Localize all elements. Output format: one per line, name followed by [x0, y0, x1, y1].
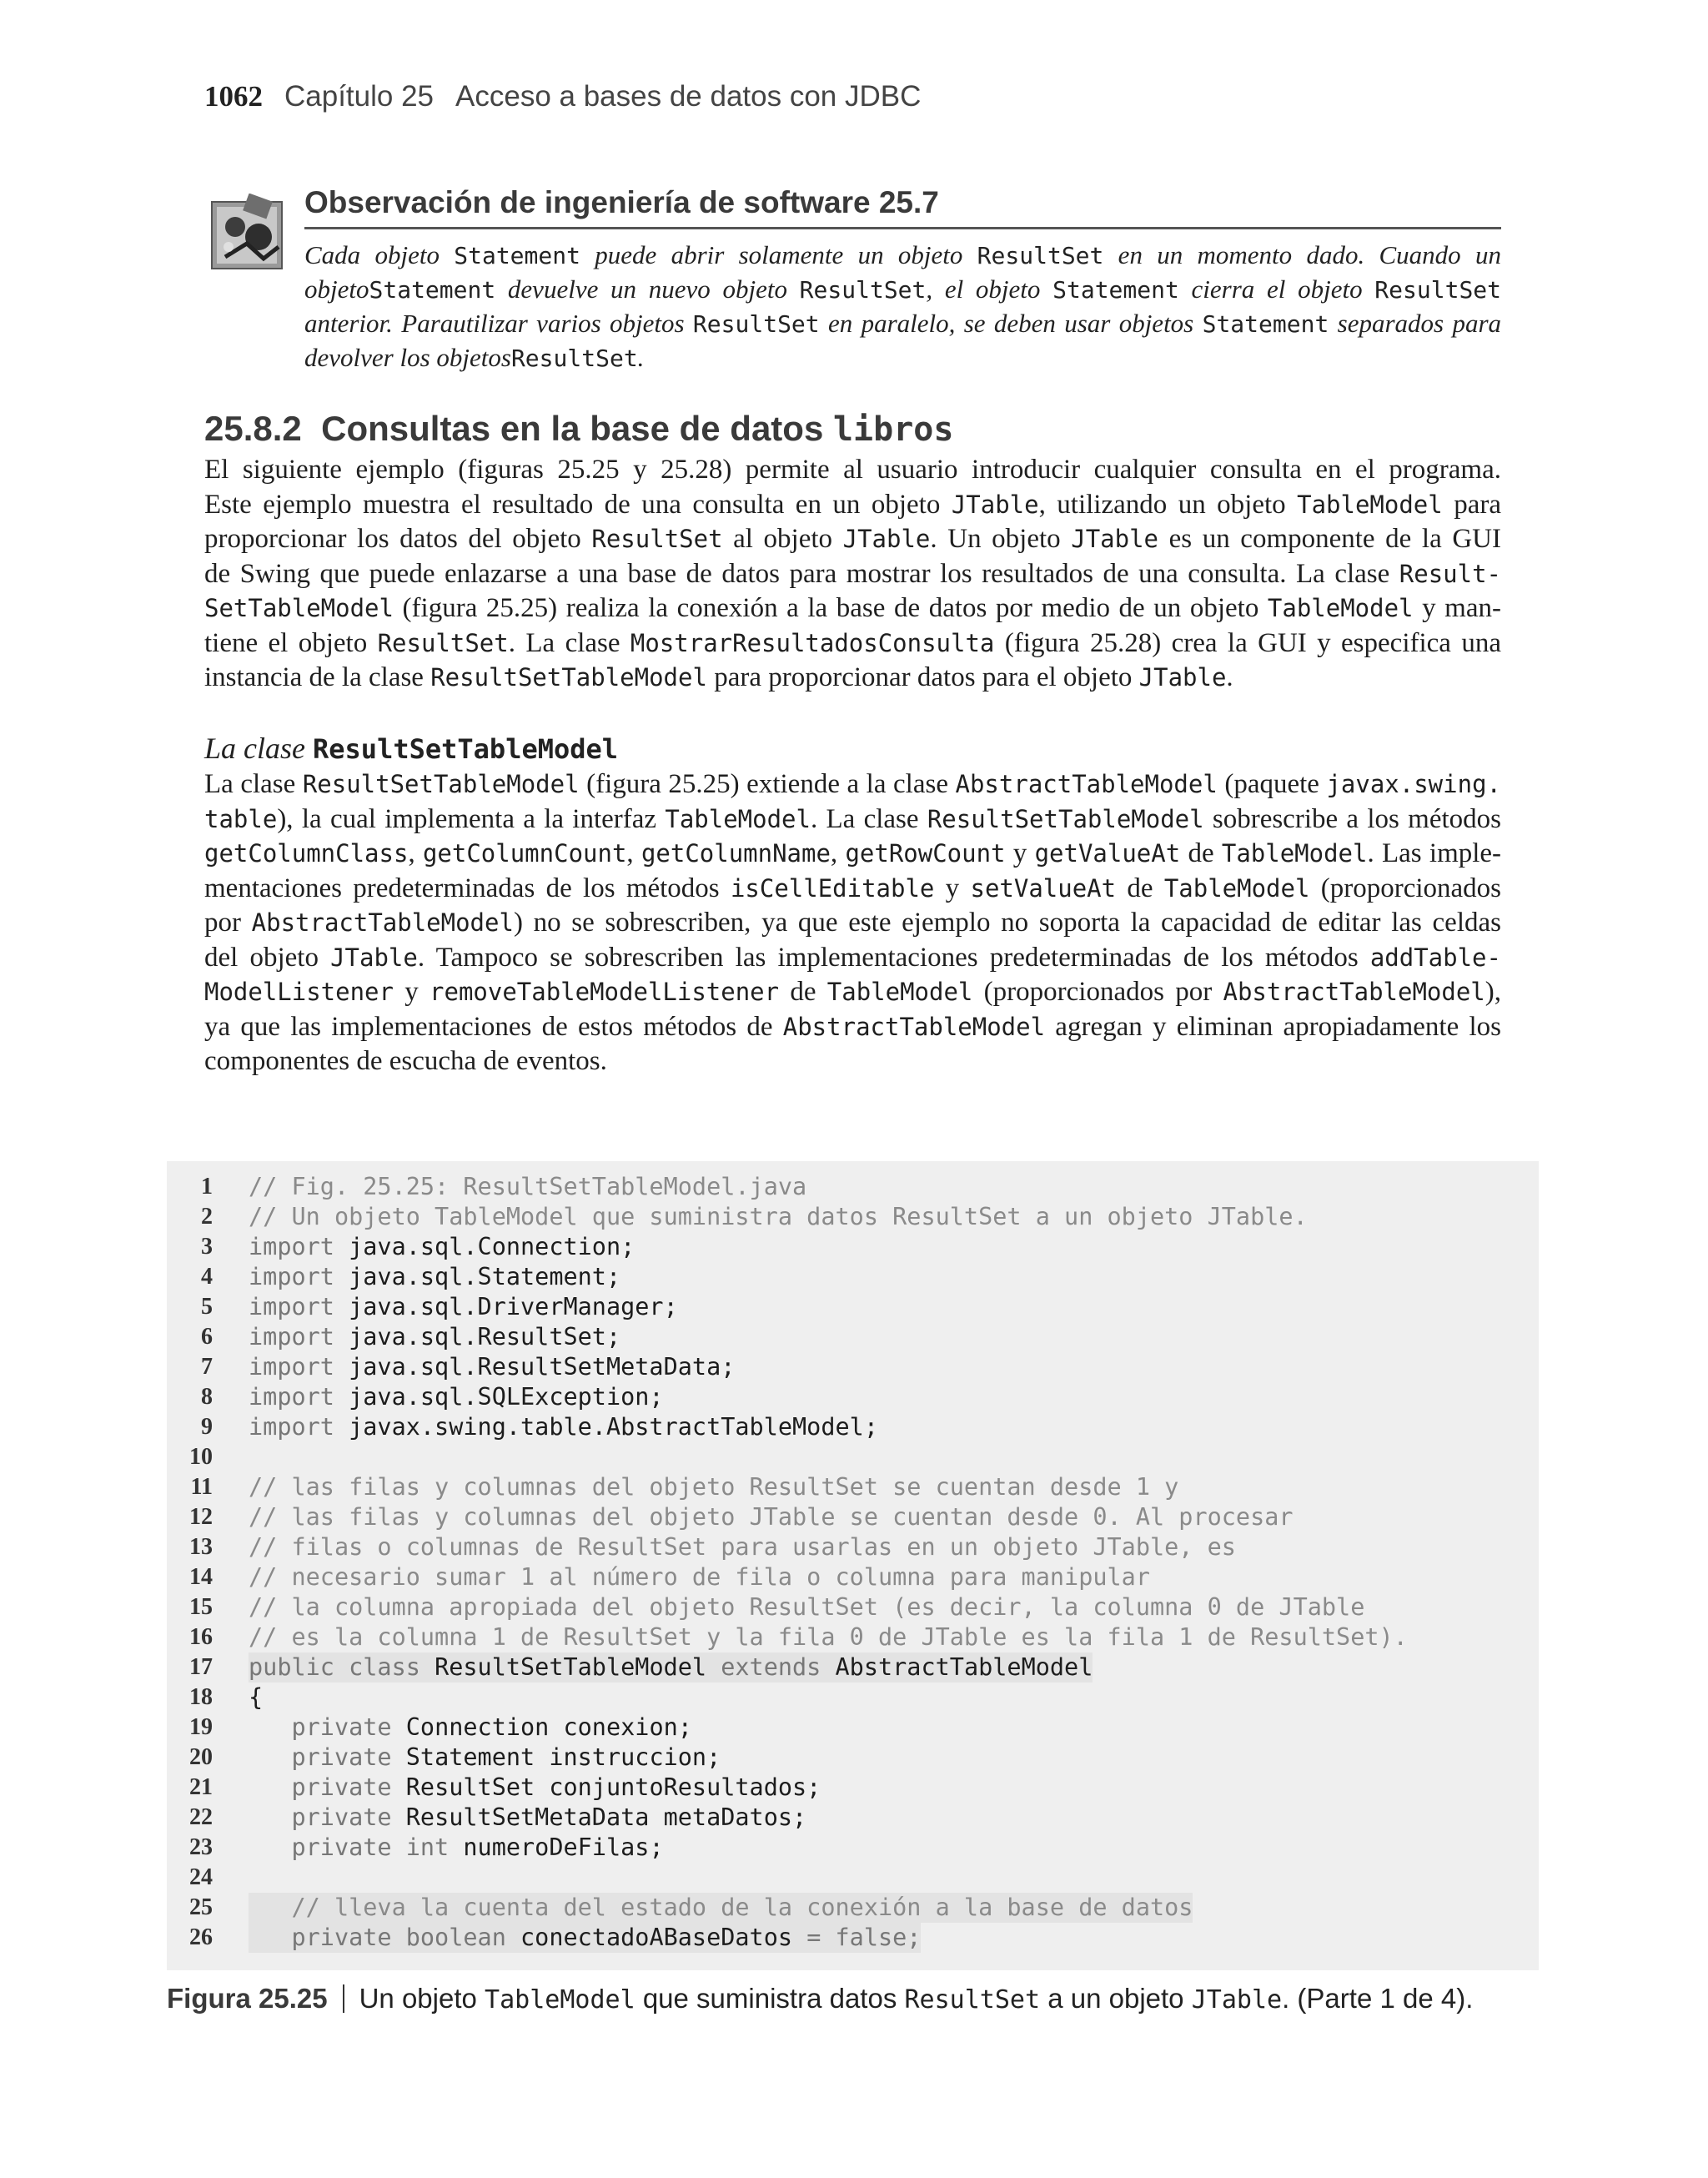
text-line [204, 522, 1501, 557]
code-line [167, 1683, 1539, 1713]
line-number: 20 [189, 1744, 213, 1770]
code-identifier: ResultSetTableModel [435, 1653, 721, 1681]
text-line [204, 488, 1501, 523]
text-line-text: y [1005, 838, 1035, 868]
text-line-text: es un componente de la GUI [1158, 524, 1501, 554]
text-line-text: al objeto [722, 524, 843, 554]
code-keyword: private [249, 1713, 406, 1741]
text-line-code: JTable [842, 525, 931, 553]
text-line [204, 906, 1501, 941]
code-text [249, 1322, 620, 1352]
code-text [249, 1743, 721, 1773]
caption-code: ResultSet [904, 1985, 1041, 2015]
text-line-text: ya que las implementaciones de estos métodos de [204, 1011, 783, 1042]
code-line [167, 1442, 1539, 1472]
line-number: 7 [201, 1354, 213, 1380]
text-line-code: Result- [1399, 559, 1501, 588]
text-line-text: . Un objeto [930, 524, 1072, 554]
code-text [249, 1803, 806, 1833]
code-line [167, 1743, 1539, 1773]
text-line-text: del objeto [204, 942, 331, 973]
code-line [167, 1803, 1539, 1833]
caption-code: TableModel [485, 1985, 635, 2015]
line-number: 15 [189, 1594, 213, 1620]
code-text [249, 1683, 263, 1713]
text-line-text: , utilizando un objeto [1038, 489, 1298, 520]
code-identifier: conectadoABaseDatos [520, 1924, 807, 1951]
code-text [249, 1562, 1150, 1592]
code-line [167, 1292, 1539, 1322]
code-text [249, 1292, 678, 1322]
code-text [249, 1622, 1408, 1652]
text-line-code: getColumnCount [422, 839, 627, 868]
page-number: 1062 [204, 80, 263, 113]
line-number: 25 [189, 1894, 213, 1920]
code-identifier: java.sql.SQLException; [349, 1383, 664, 1411]
text-line-text: (figura 25.25) realiza la conexión a la base de datos por medio de un objeto [393, 593, 1268, 623]
subheading [204, 731, 618, 766]
code-keyword: = false; [806, 1924, 922, 1951]
subheading-code: ResultSetTableModel [313, 733, 619, 765]
text-line-text: (figura 25.25) extiende a la clase [579, 769, 956, 799]
text-line [304, 309, 1501, 372]
figure-caption [167, 1983, 1473, 2015]
code-keyword: private int [249, 1833, 464, 1861]
caption-text [359, 1983, 1474, 2014]
text-line-code: javax.swing. [1326, 770, 1501, 798]
code-identifier: java.sql.ResultSetMetaData; [349, 1353, 736, 1381]
paragraph-intro [204, 453, 1501, 696]
code-text [249, 1652, 1093, 1683]
text-line-code: getColumnName [640, 839, 831, 868]
code-line [167, 1652, 1539, 1683]
line-number: 12 [189, 1504, 213, 1530]
code-line [167, 1262, 1539, 1292]
code-line [167, 1863, 1539, 1893]
text-line-code: TableModel [1267, 594, 1414, 622]
text-line-code: isCellEditable [730, 873, 935, 903]
caption-separator [343, 1984, 344, 2013]
caption-code: JTable [1191, 1985, 1283, 2015]
text-line-code: AbstractTableModel [782, 1012, 1046, 1041]
code-comment: // las filas y columnas del objeto ResultSet se cuentan desde 1 y [249, 1473, 1179, 1501]
code-identifier: Statement instruccion; [405, 1743, 721, 1771]
code-text [249, 1232, 635, 1262]
text-line-code: SetTableModel [204, 594, 394, 622]
text-line-code: addTable- [1369, 943, 1501, 972]
text-line-code: AbstractTableModel [251, 908, 514, 937]
text-line-text: (proporcionados [1309, 873, 1502, 903]
code-identifier: java.sql.DriverManager; [349, 1293, 678, 1320]
code-identifier: Connection conexion; [405, 1713, 692, 1741]
text-line-text: proporcionar los datos del objeto [204, 524, 592, 554]
code-keyword: private [249, 1773, 406, 1801]
code-identifier: java.sql.ResultSet; [349, 1323, 621, 1351]
text-line-text: La clase [204, 769, 303, 799]
caption-text: Un objeto [359, 1983, 485, 2014]
code-keyword: import [249, 1233, 349, 1260]
code-text [249, 1923, 921, 1953]
code-keyword: import [249, 1323, 349, 1351]
code-line [167, 1893, 1539, 1923]
code-text [249, 1172, 806, 1202]
code-text [249, 1382, 664, 1412]
text-line-text: instancia de la clase [204, 662, 431, 692]
text-line-text: Cada objeto [304, 240, 455, 269]
text-line-text: agregan y eliminan apropiadamente los [1045, 1011, 1501, 1042]
code-line [167, 1172, 1539, 1202]
code-text [249, 1412, 878, 1442]
text-line-text: , [830, 838, 846, 868]
running-header [204, 80, 921, 113]
paragraph-class-description [204, 767, 1501, 1079]
code-identifier: ResultSet conjuntoResultados; [405, 1773, 821, 1801]
text-line [204, 557, 1501, 592]
text-line-code: ResultSet [377, 628, 509, 657]
text-line-code: TableModel [665, 804, 811, 833]
observation-text [304, 239, 1501, 375]
code-keyword: extends [721, 1653, 836, 1681]
code-identifier: AbstractTableModel [835, 1653, 1093, 1681]
text-line-text: separados para devolver los objetos [304, 309, 1502, 372]
code-line [167, 1502, 1539, 1532]
section-number: 25.8.2 [204, 409, 302, 448]
text-line-code: AbstractTableModel [955, 770, 1218, 798]
line-number: 21 [189, 1774, 213, 1800]
line-number: 16 [189, 1624, 213, 1650]
text-line [204, 453, 1501, 488]
line-number: 18 [189, 1684, 213, 1710]
text-line-text: puede abrir solamente un objeto [580, 240, 977, 269]
line-number: 23 [189, 1834, 213, 1860]
text-line [204, 837, 1501, 872]
text-line-text: de [1116, 873, 1164, 903]
text-line-code: MostrarResultadosConsulta [630, 628, 995, 657]
text-line-code: Statement [369, 276, 496, 304]
line-number: 2 [201, 1204, 213, 1230]
text-line-code: Statement [454, 242, 580, 269]
text-line-text: , [408, 838, 423, 868]
text-line-text: , [626, 838, 641, 868]
line-number: 17 [189, 1654, 213, 1680]
line-number: 11 [190, 1474, 213, 1500]
code-keyword: private boolean [249, 1924, 521, 1951]
code-line [167, 1592, 1539, 1622]
text-line-text: anterior. Para [304, 309, 454, 338]
text-line-text: y man- [1413, 593, 1501, 623]
text-line-text: El siguiente ejemplo (figuras 25.25 y 25.28) permite al usuario introducir cualquier consulta en el programa. [204, 455, 1501, 485]
code-comment: // la columna apropiada del objeto ResultSet (es decir, la columna 0 de JTable [249, 1593, 1365, 1621]
line-number: 9 [201, 1414, 213, 1440]
code-identifier: numeroDeFilas; [463, 1833, 664, 1861]
text-line-text: en un momento dado. Cuando un objeto [304, 240, 1501, 304]
code-comment: // Un objeto TableModel que suministra datos ResultSet a un objeto JTable. [249, 1203, 1308, 1230]
line-number: 4 [201, 1264, 213, 1290]
line-number: 3 [201, 1234, 213, 1260]
code-comment: // es la columna 1 de ResultSet y la fila 0 de JTable es la fila 1 de ResultSet). [249, 1623, 1408, 1651]
line-number: 1 [201, 1174, 213, 1200]
code-text [249, 1502, 1294, 1532]
text-line-text: ), [1484, 977, 1502, 1007]
code-keyword: private [249, 1803, 406, 1831]
code-text [249, 1202, 1308, 1232]
text-line-text: componentes de escucha de eventos. [204, 1046, 607, 1076]
text-line [204, 626, 1501, 661]
line-number: 13 [189, 1534, 213, 1560]
text-line-text: ), la cual implementa a la interfaz [277, 803, 666, 834]
code-keyword: import [249, 1293, 349, 1320]
text-line-text: . [637, 343, 645, 372]
text-line-code: JTable [951, 490, 1039, 519]
code-line [167, 1923, 1539, 1953]
code-keyword: import [249, 1353, 349, 1381]
text-line-text: sobrescribe a los métodos [1203, 803, 1501, 834]
code-line [167, 1622, 1539, 1652]
code-line [167, 1382, 1539, 1412]
code-text [249, 1893, 1193, 1923]
text-line-code: TableModel [1221, 839, 1368, 868]
text-line-code: JTable [1138, 663, 1227, 692]
text-line [204, 872, 1501, 907]
caption-text: . (Parte 1 de 4). [1282, 1983, 1474, 2014]
text-line-code: JTable [330, 943, 418, 972]
code-identifier: java.sql.Connection; [349, 1233, 635, 1260]
text-line-code: getRowCount [845, 839, 1006, 868]
code-comment: // las filas y columnas del objeto JTable se cuentan desde 0. Al procesar [249, 1503, 1294, 1531]
code-comment: // lleva la cuenta del estado de la conexión a la base de datos [249, 1894, 1193, 1921]
text-line [204, 1010, 1501, 1045]
text-line [511, 343, 644, 372]
text-line-code: ResultSet [692, 310, 820, 338]
code-text [249, 1352, 735, 1382]
text-line [204, 941, 1501, 976]
text-line-text: devuelve un nuevo objeto [495, 274, 800, 304]
chapter-label: Capítulo 25 [284, 80, 435, 113]
text-line-text: . La clase [508, 627, 630, 658]
code-line [167, 1472, 1539, 1502]
text-line-text: mentaciones predeterminadas de los métodos [204, 873, 731, 903]
code-line [167, 1352, 1539, 1382]
text-line-code: ResultSetTableModel [927, 804, 1204, 833]
text-line-text: de [1180, 838, 1222, 868]
line-number: 26 [189, 1924, 213, 1950]
text-line-code: removeTableModelListener [430, 978, 780, 1006]
text-line-code: TableModel [826, 978, 973, 1006]
text-line-text: ) no se sobrescriben, ya que este ejemplo no soporta la capacidad de editar las celdas [513, 908, 1501, 938]
text-line-text: . La clase [810, 803, 927, 834]
text-line-text: . [1226, 662, 1233, 692]
line-number: 5 [201, 1294, 213, 1320]
text-line-code: ResultSet [591, 525, 723, 553]
text-line-text: . Tampoco se sobrescriben las implementaciones predeterminadas de los métodos [417, 942, 1370, 973]
text-line-code: ResultSet [977, 242, 1104, 269]
code-text [249, 1592, 1364, 1622]
code-keyword: import [249, 1263, 349, 1290]
code-text [249, 1532, 1236, 1562]
line-number: 6 [201, 1324, 213, 1350]
subheading-text: La clase [204, 732, 313, 765]
text-line-text: Este ejemplo muestra el resultado de una consulta en un objeto [204, 489, 952, 520]
code-line [167, 1412, 1539, 1442]
text-line-text: y [934, 873, 971, 903]
code-comment: // filas o columnas de ResultSet para usarlas en un objeto JTable, es [249, 1533, 1236, 1561]
text-line-code: ResultSetTableModel [302, 770, 580, 798]
text-line-code: ResultSet [510, 345, 638, 372]
text-line [204, 1044, 1501, 1079]
software-engineering-icon [208, 194, 289, 274]
code-line [167, 1532, 1539, 1562]
text-line-code: TableModel [1297, 490, 1443, 519]
code-identifier: { [249, 1683, 264, 1711]
code-text [249, 1713, 692, 1743]
code-comment: // Fig. 25.25: ResultSetTableModel.java [249, 1173, 807, 1200]
line-number: 24 [189, 1864, 213, 1890]
text-line-text: en paralelo, se deben usar objetos [819, 309, 1203, 338]
text-line [204, 767, 1501, 802]
figure-label: Figura 25.25 [167, 1983, 328, 2014]
line-number: 19 [189, 1714, 213, 1740]
text-line [204, 591, 1501, 626]
text-line-text: para proporcionar datos para el objeto [706, 662, 1139, 692]
text-line-code: ResultSet [1374, 276, 1502, 304]
text-line-code: AbstractTableModel [1223, 978, 1485, 1006]
code-line [167, 1773, 1539, 1803]
caption-text: a un objeto [1040, 1983, 1192, 2014]
chapter-title: Acceso a bases de datos con JDBC [455, 80, 922, 113]
text-line-text: cierra el objeto [1178, 274, 1375, 304]
text-line-text: . Las imple- [1367, 838, 1502, 868]
text-line-code: Statement [1202, 310, 1329, 338]
text-line-code: ResultSet [799, 276, 927, 304]
text-line [204, 802, 1501, 837]
line-number: 22 [189, 1804, 213, 1830]
text-line-text: tiene el objeto [204, 627, 378, 658]
text-line-code: ResultSetTableModel [430, 663, 707, 692]
text-line-code: ModelListener [204, 978, 394, 1006]
observation-divider [304, 227, 1501, 229]
code-line [167, 1232, 1539, 1262]
line-number: 14 [189, 1564, 213, 1590]
text-line-code: table [204, 804, 278, 833]
text-line-text: (proporcionados por [972, 977, 1223, 1007]
code-text [249, 1773, 821, 1803]
observation-title: Observación de ingeniería de software 25.7 [304, 185, 939, 219]
text-line-text: , el objeto [926, 274, 1053, 304]
caption-text: que suministra datos [635, 1983, 905, 2014]
code-identifier: ResultSetMetaData metaDatos; [405, 1803, 807, 1831]
code-comment: // necesario sumar 1 al número de fila o columna para manipular [249, 1563, 1150, 1591]
text-line-text: (figura 25.28) crea la GUI y especifica una [994, 627, 1501, 658]
text-line-text: de Swing que puede enlazarse a una base de datos para mostrar los resultados de una consulta. La clase [204, 558, 1399, 589]
text-line [204, 661, 1501, 696]
code-text [249, 1833, 664, 1863]
section-heading [204, 409, 953, 449]
text-line-text: utilizar varios objetos [453, 309, 693, 338]
line-number: 10 [189, 1444, 213, 1470]
text-line-text: (paquete [1217, 769, 1327, 799]
code-keyword: private [249, 1743, 406, 1771]
section-code: libros [832, 410, 954, 449]
code-identifier: java.sql.Statement; [349, 1263, 621, 1290]
code-line [167, 1202, 1539, 1232]
code-line [167, 1833, 1539, 1863]
code-identifier: javax.swing.table.AbstractTableModel; [349, 1413, 878, 1441]
text-line-code: getValueAt [1034, 839, 1181, 868]
code-keyword: public class [249, 1653, 435, 1681]
line-number: 8 [201, 1384, 213, 1410]
text-line-code: getColumnClass [204, 839, 409, 868]
text-line [204, 975, 1501, 1010]
text-line-code: TableModel [1163, 873, 1310, 903]
text-line-code: setValueAt [970, 873, 1117, 903]
code-keyword: import [249, 1383, 349, 1411]
text-line-text: de [779, 977, 827, 1007]
code-keyword: import [249, 1413, 349, 1441]
code-line [167, 1713, 1539, 1743]
code-line [167, 1322, 1539, 1352]
text-line-text: para [1442, 489, 1501, 520]
text-line-code: JTable [1071, 525, 1159, 553]
text-line-text: y [393, 977, 430, 1007]
code-text [249, 1472, 1178, 1502]
text-line-text: por [204, 908, 252, 938]
text-line-code: Statement [1052, 276, 1179, 304]
code-listing [167, 1172, 1539, 1953]
code-line [167, 1562, 1539, 1592]
code-text [249, 1262, 620, 1292]
section-text: Consultas en la base de datos [321, 409, 833, 448]
